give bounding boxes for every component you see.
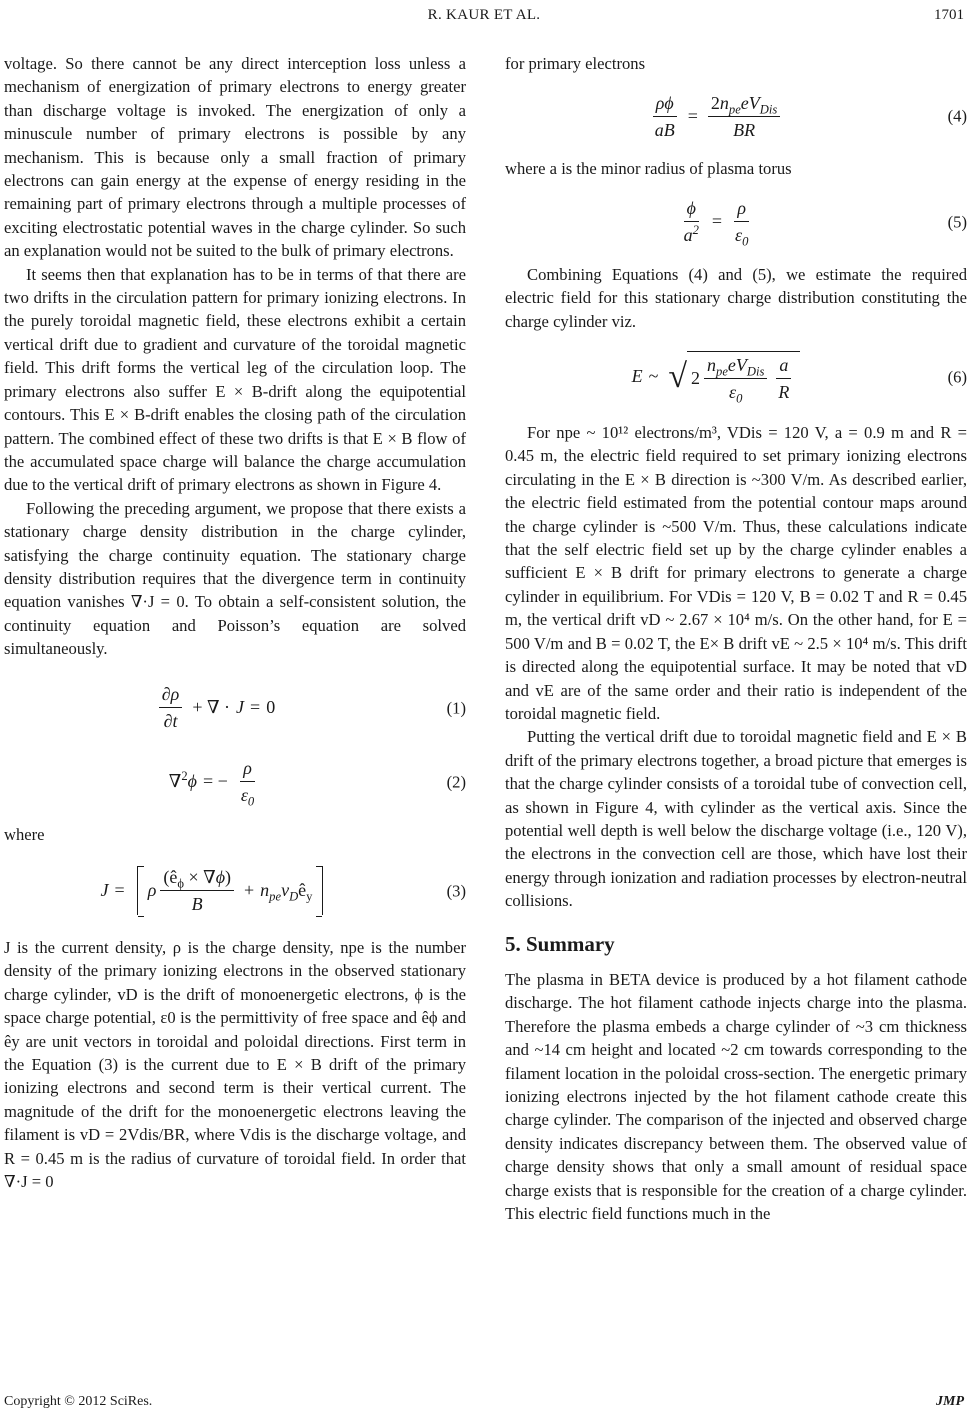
page-number: 1701: [934, 7, 964, 23]
equation-number: (5): [947, 212, 967, 232]
equation-5: $\frac{\phi}{a^2}$ = $\frac{\rho}{\varepsilon_0}$ (5): [683, 198, 967, 249]
equation-2: ∇$^2$ ϕ = − $\frac{\rho}{\varepsilon_0}$ (2): [168, 758, 466, 809]
paragraph: for primary electrons: [505, 54, 646, 73]
copyright-text: Copyright © 2012 SciRes.: [4, 1394, 153, 1409]
right-column: [505, 52, 967, 1225]
equation-number: (1): [446, 697, 466, 717]
paragraph: The plasma in BETA device is produced by a hot filament cathode discharge. The hot filament cathode injects charge into the plasma. Therefore the plasma embeds a charge cylinder of ~3 cm thickness and ~14 cm height and located ~2 cm towards corresponding to the filament location in the poloidal cross-section. The energetic primary ionizing electrons injected by the hot filament cathode create this charge cylinder. The comparison of the injected and observed charge density indicates discrepancy between them. The observed value of charge density shows that only a small amount of residual space charge exists that is responsible for the creation of a charge cylinder. This electric field functions much in the: [505, 969, 967, 1224]
left-column: [4, 52, 466, 1193]
paragraph: Following the preceding argument, we propose that there exists a stationary charge density distribution in the charge cylinder, satisfying the charge continuity equation. The stationary charge density distribution requires that the divergence term in continuity equation vanishes ∇·J = 0. To obtain a self-consistent solution, the continuity equation and Poisson’s equation are solved simultaneously.: [4, 498, 466, 659]
page-header: [0, 0, 968, 40]
equation-1: $\frac{\partial\rho}{\partial t}$ + ∇ · J = 0 (1): [4, 675, 466, 741]
paragraph: For npe ~ 10¹² electrons/m³, VDis = 120 V, a = 0.9 m and R = 0.45 m, the electric field required to set primary ionizing electrons circulating in the E × B direction is ~300 V/m. As described earlier, the electric field estimated from the potential contour maps around the charge cylinder is ~500 V/m. Thus, these calculations indicate that the self electric field set up by the charge cylinder enables a sufficient E × B drift for primary electrons to generate a charge cylinder in equilibrium. For VDis = 120 V, B = 0.02 T and R = 0.45 m, the vertical drift vD ~ 2.67 × 10⁴ m/s. On the other hand, for E = 500 V/m and B = 0.02 T, the E× B drift vE ~ 2.5 × 10⁴ m/s. This drift is directed along the equipotential surface. It may be noted that vD and vE are of the same order and their ratio is independent of the toroidal magnetic field.: [505, 423, 967, 723]
equation-4: $\frac{\rho\phi}{aB}$ = $\frac{2n_{pe}eV_{Dis}}{BR}$ (4): [654, 92, 967, 140]
equation-number: (4): [947, 106, 967, 126]
equation-number: (6): [947, 367, 967, 387]
paragraph: Putting the vertical drift due to toroidal magnetic field and E × B drift of the primary electrons together, a broad picture that emerges is that the charge cylinder consists of a toroidal tube of convection cell, as shown in Figure 4, with cylinder as the vertical axis. Since the potential well depth is well below the discharge voltage (i.e., 120 V), the electrons in the convection cell are those, which have lost their energy through ionization and radiation processes by electron-neutral collisions.: [505, 727, 967, 911]
running-title: R. KAUR ET AL.: [427, 7, 541, 23]
equation-6: E ~ √ 2 $\frac{n_{pe}eV_{Dis}}{\varepsilon_0}$ $\frac{a}{R}$ (6): [505, 341, 967, 413]
equation-3: J = ρ $\frac{(ê_\phi \times \nabla\phi)}{B}$ + $n_{pe}v_D$ $ê_y$ (3): [100, 867, 466, 915]
paragraph: voltage. So there cannot be any direct interception loss unless a mechanism of energization of primary electrons to energy greater than discharge voltage is invoked. The energization of only a minuscule number of primary electrons is possible by any mechanism. This is because only a small fraction of primary electrons can gain energy at the expense of energy residing in the remaining part of primary electrons through a multiple processes of exciting electrostatic potential waves in the charge cylinder. So such an explanation would not be suited to the bulk of primary electrons.: [4, 54, 466, 261]
paragraph: J is the current density, ρ is the charge density, npe is the number density of the primary ionizing electrons in the observed stationary charge cylinder, vD is the drift of monoenergetic electrons, ϕ is the space charge potential, ε0 is the permittivity of free space and êϕ and êy are unit vectors in toroidal and poloidal directions. First term in the Equation (3) is the current due to E × B drift of the primary ionizing electrons and second term is their vertical current. The magnitude of the drift for the monoenergetic electrons leaving the filament is vD = 2Vdis/BR, where Vdis is the discharge voltage, and R = 0.45 m is the radius of curvature of toroidal field. In order that ∇·J = 0: [4, 937, 466, 1192]
paragraph: It seems then that explanation has to be in terms of that there are two drifts in the circulation pattern for primary ionizing electrons. In the purely toroidal magnetic field, these electrons exhibit a certain vertical drift due to gradient and curvature of the toroidal magnetic field. This drift forms the vertical leg of the circulation loop. The primary electrons also suffer E × B-drift along the equipotential contours. This E × B-drift enables the closing path of the circulation pattern. The combined effect of these two drifts is that E × B flow of the accumulated space charge will balance the charge accumulation due to the vertical drift of primary electrons as shown in Figure 4.: [4, 264, 466, 495]
journal-abbrev: JMP: [936, 1394, 964, 1409]
equation-number: (2): [446, 771, 466, 791]
section-heading: 5. Summary: [505, 931, 615, 956]
paragraph-where: where: [4, 824, 45, 844]
paragraph: where a is the minor radius of plasma torus: [505, 159, 792, 179]
equation-number: (3): [446, 881, 466, 901]
paragraph: Combining Equations (4) and (5), we estimate the required electric field for this stationary charge distribution constituting the charge cylinder viz.: [505, 264, 967, 331]
